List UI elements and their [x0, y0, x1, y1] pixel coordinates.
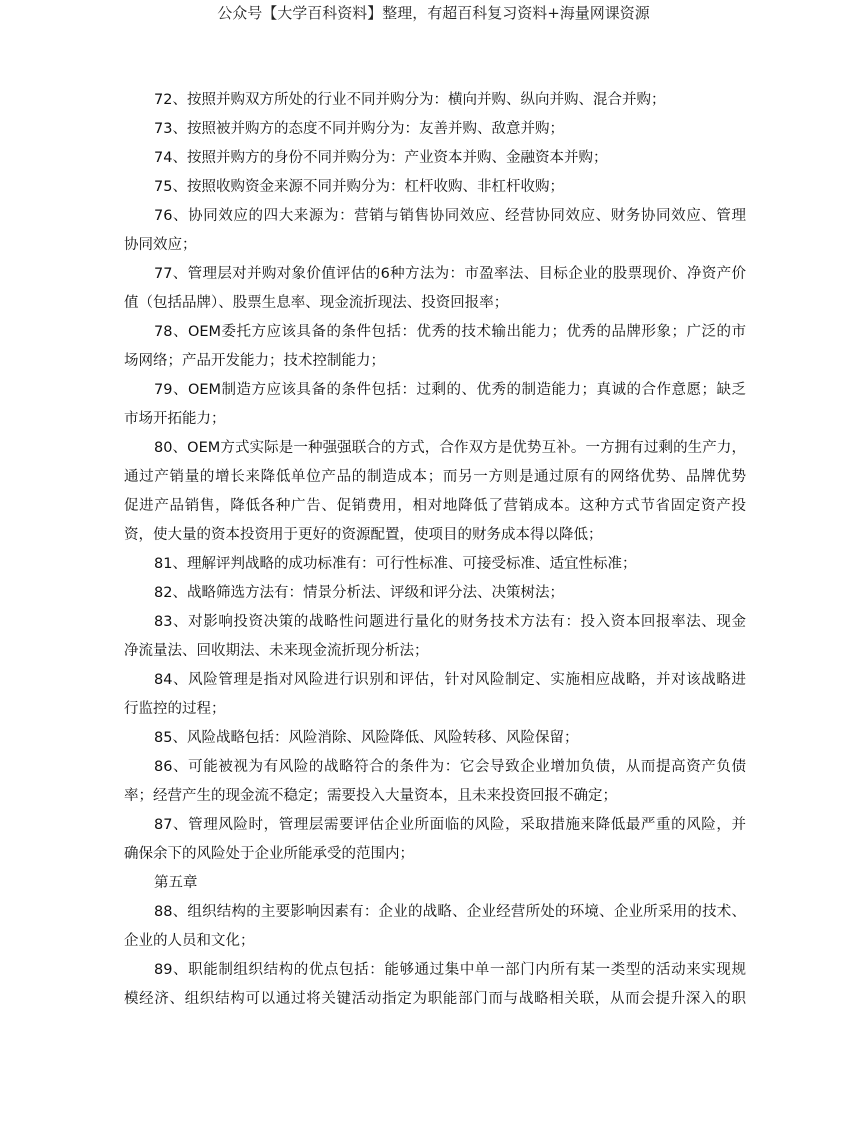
- text-line: 75、按照收购资金来源不同并购分为：杠杆收购、非杠杆收购；: [154, 179, 564, 195]
- paragraph: [124, 173, 746, 202]
- paragraph: [124, 898, 746, 956]
- text-line: 85、风险战略包括：风险消除、风险降低、风险转移、风险保留；: [154, 730, 579, 746]
- paragraph: [124, 86, 746, 115]
- text-line: 88、组织结构的主要影响因素有：企业的战略、企业经营所处的环境、企业所采用的技术、: [154, 904, 746, 920]
- text-line: 78、OEM委托方应该具备的条件包括：优秀的技术输出能力；优秀的品牌形象；广泛的市: [154, 324, 746, 340]
- paragraph: [124, 666, 746, 724]
- text-line: 通过产销量的增长来降低单位产品的制造成本；而另一方则是通过原有的网络优势、品牌优势: [124, 469, 746, 485]
- paragraph: [124, 434, 746, 550]
- text-line: 市场开拓能力；: [124, 411, 226, 427]
- paragraph: [124, 608, 746, 666]
- text-line: 83、对影响投资决策的战略性问题进行量化的财务技术方法有：投入资本回报率法、现金: [154, 614, 746, 630]
- paragraph: [124, 115, 746, 144]
- text-line: 82、战略筛选方法有：情景分析法、评级和评分法、决策树法；: [154, 585, 564, 601]
- text-line: 确保余下的风险处于企业所能承受的范围内；: [124, 846, 414, 862]
- text-line: 74、按照并购方的身份不同并购分为：产业资本并购、金融资本并购；: [154, 150, 608, 166]
- paragraph: [124, 318, 746, 376]
- text-line: 86、可能被视为有风险的战略符合的条件为：它会导致企业增加负债，从而提高资产负债: [154, 759, 746, 775]
- text-line: 净流量法、回收期法、未来现金流折现分析法；: [124, 643, 429, 659]
- text-line: 场网络；产品开发能力；技术控制能力；: [124, 353, 385, 369]
- document-body: [124, 86, 746, 1014]
- chapter-heading: [124, 869, 746, 898]
- text-line: 76、协同效应的四大来源为：营销与销售协同效应、经营协同效应、财务协同效应、管理: [154, 208, 746, 224]
- page-header-banner: 公众号【大学百科资料】整理，有超百科复习资料+海量网课资源: [217, 4, 650, 22]
- text-line: 89、职能制组织结构的优点包括：能够通过集中单一部门内所有某一类型的活动来实现规: [154, 962, 746, 978]
- text-line: 促进产品销售，降低各种广告、促销费用，相对地降低了营销成本。这种方式节省固定资产投: [124, 498, 746, 514]
- text-line: 模经济、组织结构可以通过将关键活动指定为职能部门而与战略相关联，从而会提升深入的职: [124, 991, 746, 1007]
- text-line: 资，使大量的资本投资用于更好的资源配置，使项目的财务成本得以降低；: [124, 527, 603, 543]
- text-line: 行监控的过程；: [124, 701, 226, 717]
- paragraph: [124, 724, 746, 753]
- text-line: 77、管理层对并购对象价值评估的6种方法为：市盈率法、目标企业的股票现价、净资产价: [154, 266, 746, 282]
- paragraph: [124, 202, 746, 260]
- text-line: 协同效应；: [124, 237, 197, 253]
- paragraph: [124, 753, 746, 811]
- text-line: 87、管理风险时，管理层需要评估企业所面临的风险，采取措施来降低最严重的风险，并: [154, 817, 746, 833]
- text-line: 80、OEM方式实际是一种强强联合的方式，合作双方是优势互补。一方拥有过剩的生产力，: [154, 440, 746, 456]
- paragraph: [124, 956, 746, 1014]
- text-line: 企业的人员和文化；: [124, 933, 255, 949]
- paragraph: [124, 376, 746, 434]
- text-line: 率；经营产生的现金流不稳定；需要投入大量资本，且未来投资回报不确定；: [124, 788, 617, 804]
- text-line: 72、按照并购双方所处的行业不同并购分为：横向并购、纵向并购、混合并购；: [154, 92, 666, 108]
- text-line: 84、风险管理是指对风险进行识别和评估，针对风险制定、实施相应战略，并对该战略进: [154, 672, 746, 688]
- paragraph: [124, 811, 746, 869]
- text-line: 73、按照被并购方的态度不同并购分为：友善并购、敌意并购；: [154, 121, 564, 137]
- text-line: 81、理解评判战略的成功标准有：可行性标准、可接受标准、适宜性标准；: [154, 556, 637, 572]
- paragraph: [124, 260, 746, 318]
- text-line: 第五章: [154, 875, 198, 891]
- paragraph: [124, 550, 746, 579]
- text-line: 值（包括品牌）、股票生息率、现金流折现法、投资回报率；: [124, 295, 509, 311]
- paragraph: [124, 579, 746, 608]
- paragraph: [124, 144, 746, 173]
- text-line: 79、OEM制造方应该具备的条件包括：过剩的、优秀的制造能力；真诚的合作意愿；缺乏: [154, 382, 746, 398]
